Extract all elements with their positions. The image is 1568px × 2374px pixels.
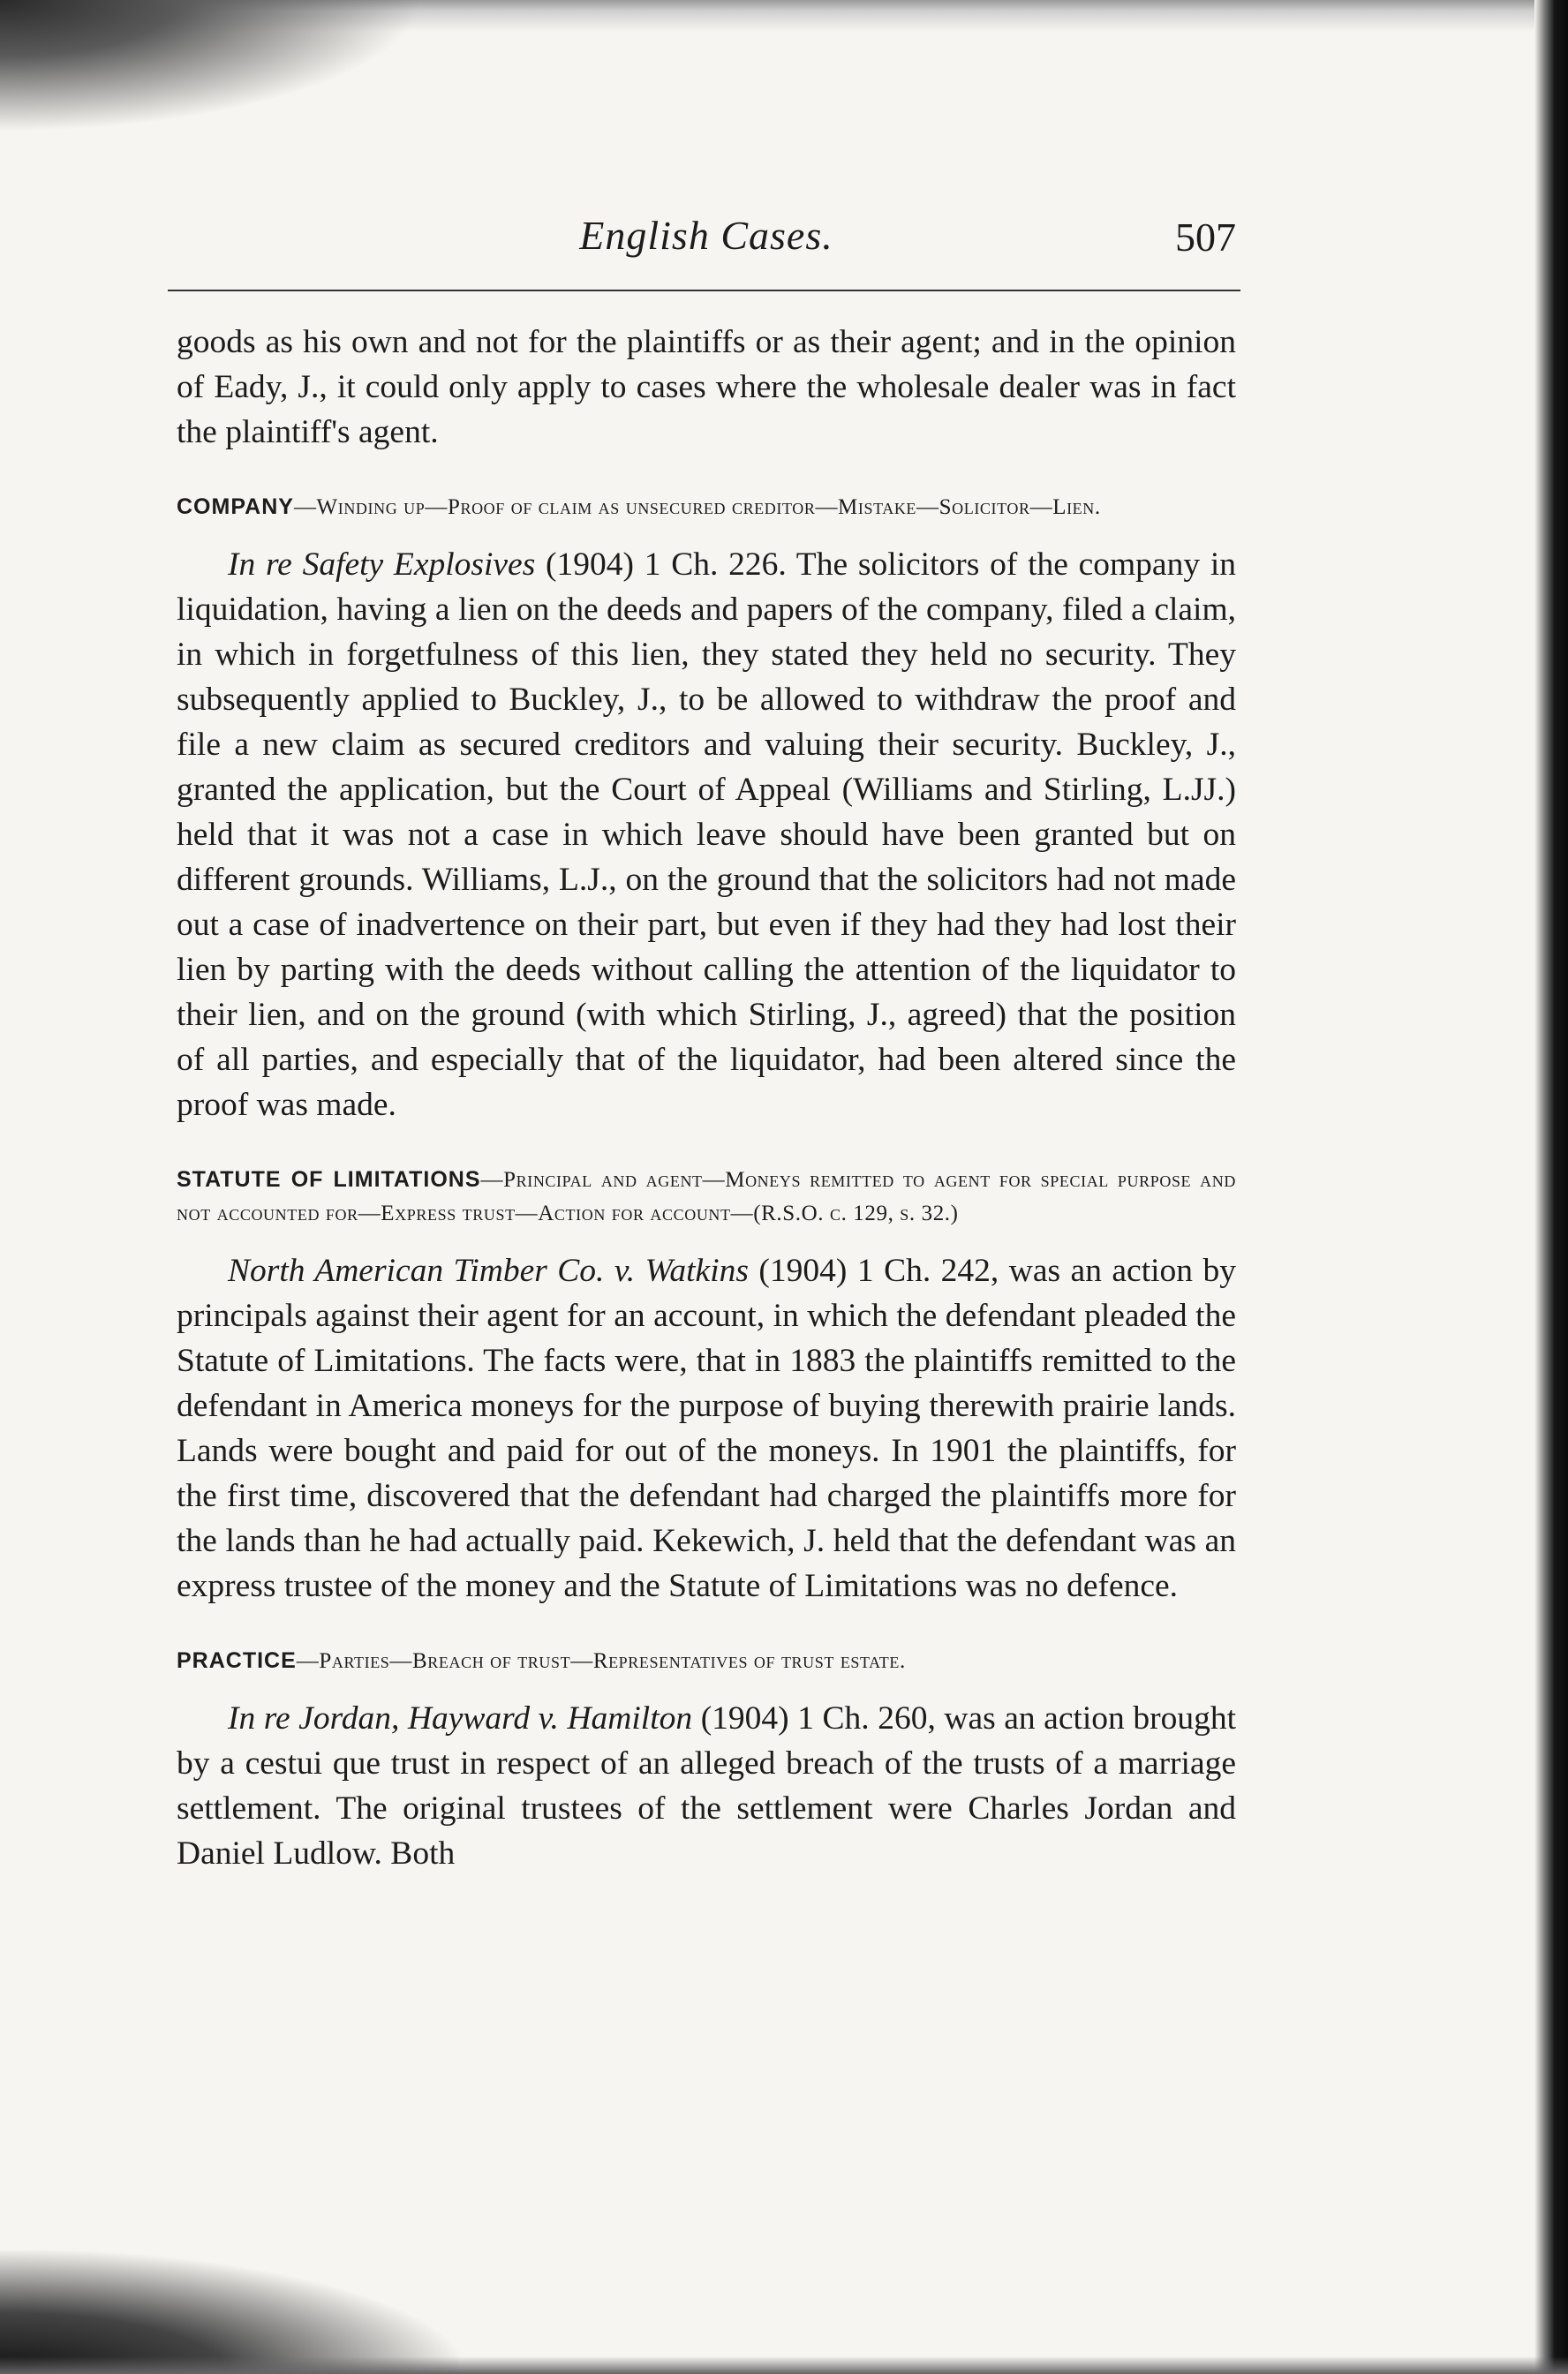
opening-paragraph: goods as his own and not for the plaintiffs or as their agent; and in the opinion of Eady, J., it could only apply to cases where the wholesale dealer was in fact the plaintiff's agent. xyxy=(177,324,1236,450)
headnote-detail: —Winding up—Proof of claim as unsecured creditor—Mistake—Solicitor—Lien. xyxy=(293,495,1101,519)
scan-edge-right xyxy=(1534,0,1568,2374)
headnote-detail: —Principal and agent—Moneys remitted to agent for special purpose and not accounted for—Express trust—Action for account—(R.S.O. c. 129, s. 32.) xyxy=(177,1168,1236,1225)
case-paragraph-in-re-jordan xyxy=(177,1696,1236,1876)
case-name: In re Safety Explosives xyxy=(228,546,536,583)
page-number: 507 xyxy=(1175,215,1236,260)
case-text: (1904) 1 Ch. 260, was an action brought by a cestui que trust in respect of an alleged breach of the trusts of a marriage settlement. The original trustees of the settlement were Charles Jordan and Daniel Ludlow. Both xyxy=(177,1700,1236,1872)
case-paragraph-north-american-timber xyxy=(177,1248,1236,1609)
case-paragraph-safety-explosives xyxy=(177,542,1236,1127)
case-text: (1904) 1 Ch. 226. The solicitors of the company in liquidation, having a lien on the deeds and papers of the company, filed a claim, in which in forgetfulness of this lien, they stated they held no security. They subsequently applied to Buckley, J., to be allowed to withdraw the proof and file a new claim as secured creditors and valuing their security. Buckley, J., granted the application, but the Court of Appeal (Williams and Stirling, L.JJ.) held that it was not a case in which leave should have been granted but on different grounds. Williams, L.J., on the ground that the solicitors had not made out a case of inadvertence on their part, but even if they had they had lost their lien by parting with the deeds without calling the attention of the liquidator to their lien, and on the ground (with which Stirling, J., agreed) that the position of all parties, and especially that of the liquidator, had been altered since the proof was made. xyxy=(177,546,1236,1123)
headnote-statute-of-limitations xyxy=(177,1163,1236,1231)
case-name: In re Jordan, Hayward v. Hamilton xyxy=(228,1700,693,1737)
headnote-subject: STATUTE OF LIMITATIONS xyxy=(177,1167,481,1192)
headnote-subject: COMPANY xyxy=(177,494,294,519)
running-head xyxy=(177,212,1236,283)
book-page xyxy=(177,0,1236,2374)
header-rule xyxy=(168,290,1240,291)
headnote-practice xyxy=(177,1644,1236,1678)
headnote-subject: PRACTICE xyxy=(177,1648,297,1673)
page-body xyxy=(177,320,1236,1876)
case-text: (1904) 1 Ch. 242, was an action by principals against their agent for an account, in which the defendant pleaded the Statute of Limitations. The facts were, that in 1883 the plaintiffs remitted to the defendant in America moneys for the purpose of buying therewith prairie lands. Lands were bought and paid for out of the moneys. In 1901 the plaintiffs, for the first time, discovered that the defendant had charged the plaintiffs more for the lands than he had actually paid. Kekewich, J. held that the defendant was an express trustee of the money and the Statute of Limitations was no defence. xyxy=(177,1253,1236,1604)
headnote-detail: —Parties—Breach of trust—Representatives of trust estate. xyxy=(296,1649,906,1673)
running-title: English Cases. xyxy=(579,213,833,258)
headnote-company xyxy=(177,490,1236,524)
case-name: North American Timber Co. v. Watkins xyxy=(228,1253,749,1289)
